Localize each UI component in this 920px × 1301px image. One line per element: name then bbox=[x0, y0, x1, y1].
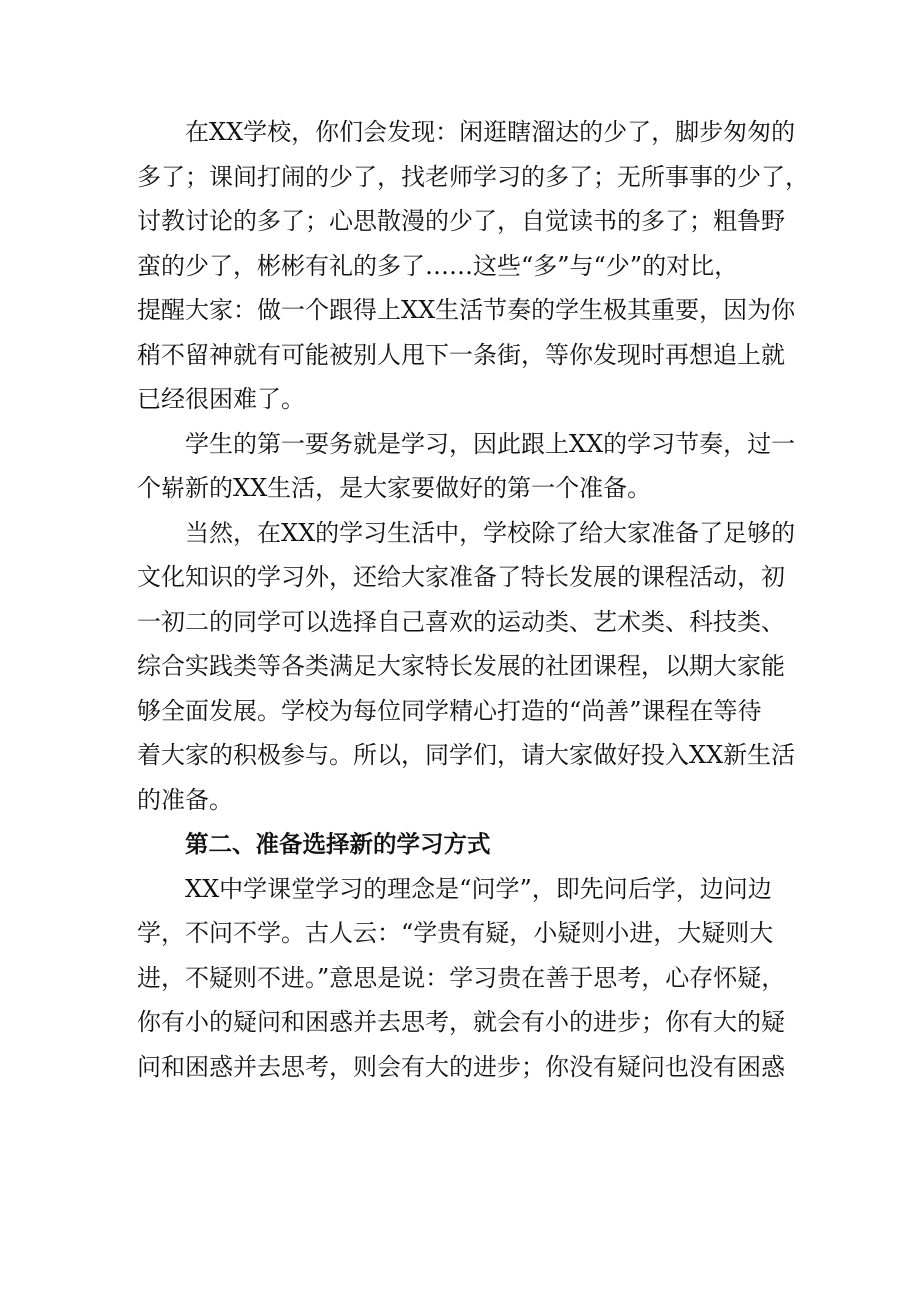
text-line: 一初二的同学可以选择自己喜欢的运动类、艺术类、科技类、 bbox=[137, 607, 785, 636]
text-line: 的准备。 bbox=[137, 785, 233, 814]
paragraph-1 bbox=[137, 110, 809, 422]
text-line: 个崭新的XX生活，是大家要做好的第一个准备。 bbox=[137, 474, 652, 502]
text-line: 学生的第一要务就是学习，因此跟上XX的学习节奏，过一 bbox=[185, 429, 796, 458]
section-heading bbox=[137, 822, 797, 867]
text-line: 着大家的积极参与。所以，同学们，请大家做好投入XX新生活 bbox=[137, 741, 796, 769]
paragraph-2 bbox=[137, 422, 797, 511]
text-line: 讨教讨论的多了；心思散漫的少了，自觉读书的多了；粗鲁野 bbox=[137, 207, 785, 235]
text-line: 当然，在XX的学习生活中，学校除了给大家准备了足够的 bbox=[185, 518, 796, 547]
paragraph-4 bbox=[137, 867, 797, 1090]
text-line: 蛮的少了，彬彬有礼的多了……这些“多”与“少”的对比， bbox=[137, 251, 739, 280]
text-line: 综合实践类等各类满足大家特长发展的社团课程，以期大家能 bbox=[137, 652, 785, 680]
text-line: 稍不留神就有可能被别人甩下一条街，等你发现时再想追上就 bbox=[137, 340, 785, 369]
text-line: 问和困惑并去思考，则会有大的进步；你没有疑问也没有困惑 bbox=[137, 1052, 785, 1081]
paragraph-3 bbox=[137, 511, 797, 823]
text-line: 进，不疑则不进。”意思是说：学习贵在善于思考，心存怀疑， bbox=[137, 963, 786, 992]
text-line: XX中学课堂学习的理念是“问学”，即先问后学，边问边 bbox=[185, 874, 772, 903]
text-line: 文化知识的学习外，还给大家准备了特长发展的课程活动，初 bbox=[137, 563, 785, 591]
text-line: 提醒大家：做一个跟得上XX生活节奏的学生极其重要，因为你 bbox=[137, 296, 796, 324]
text-line: 在XX学校，你们会发现：闲逛瞎溜达的少了，脚步匆匆的 bbox=[185, 118, 796, 146]
text-line: 学，不问不学。古人云：“学贵有疑，小疑则小进，大疑则大 bbox=[137, 919, 774, 947]
text-line: 多了；课间打闹的少了，找老师学习的多了；无所事事的少了， bbox=[137, 162, 809, 191]
document-body bbox=[137, 110, 809, 1089]
text-line: 够全面发展。学校为每位同学精心打造的“尚善”课程在等待 bbox=[137, 696, 762, 725]
text-line: 你有小的疑问和困惑并去思考，就会有小的进步；你有大的疑 bbox=[137, 1008, 785, 1036]
text-line: 已经很困难了。 bbox=[137, 385, 305, 413]
section-heading-text: 第二、准备选择新的学习方式 bbox=[185, 830, 491, 858]
